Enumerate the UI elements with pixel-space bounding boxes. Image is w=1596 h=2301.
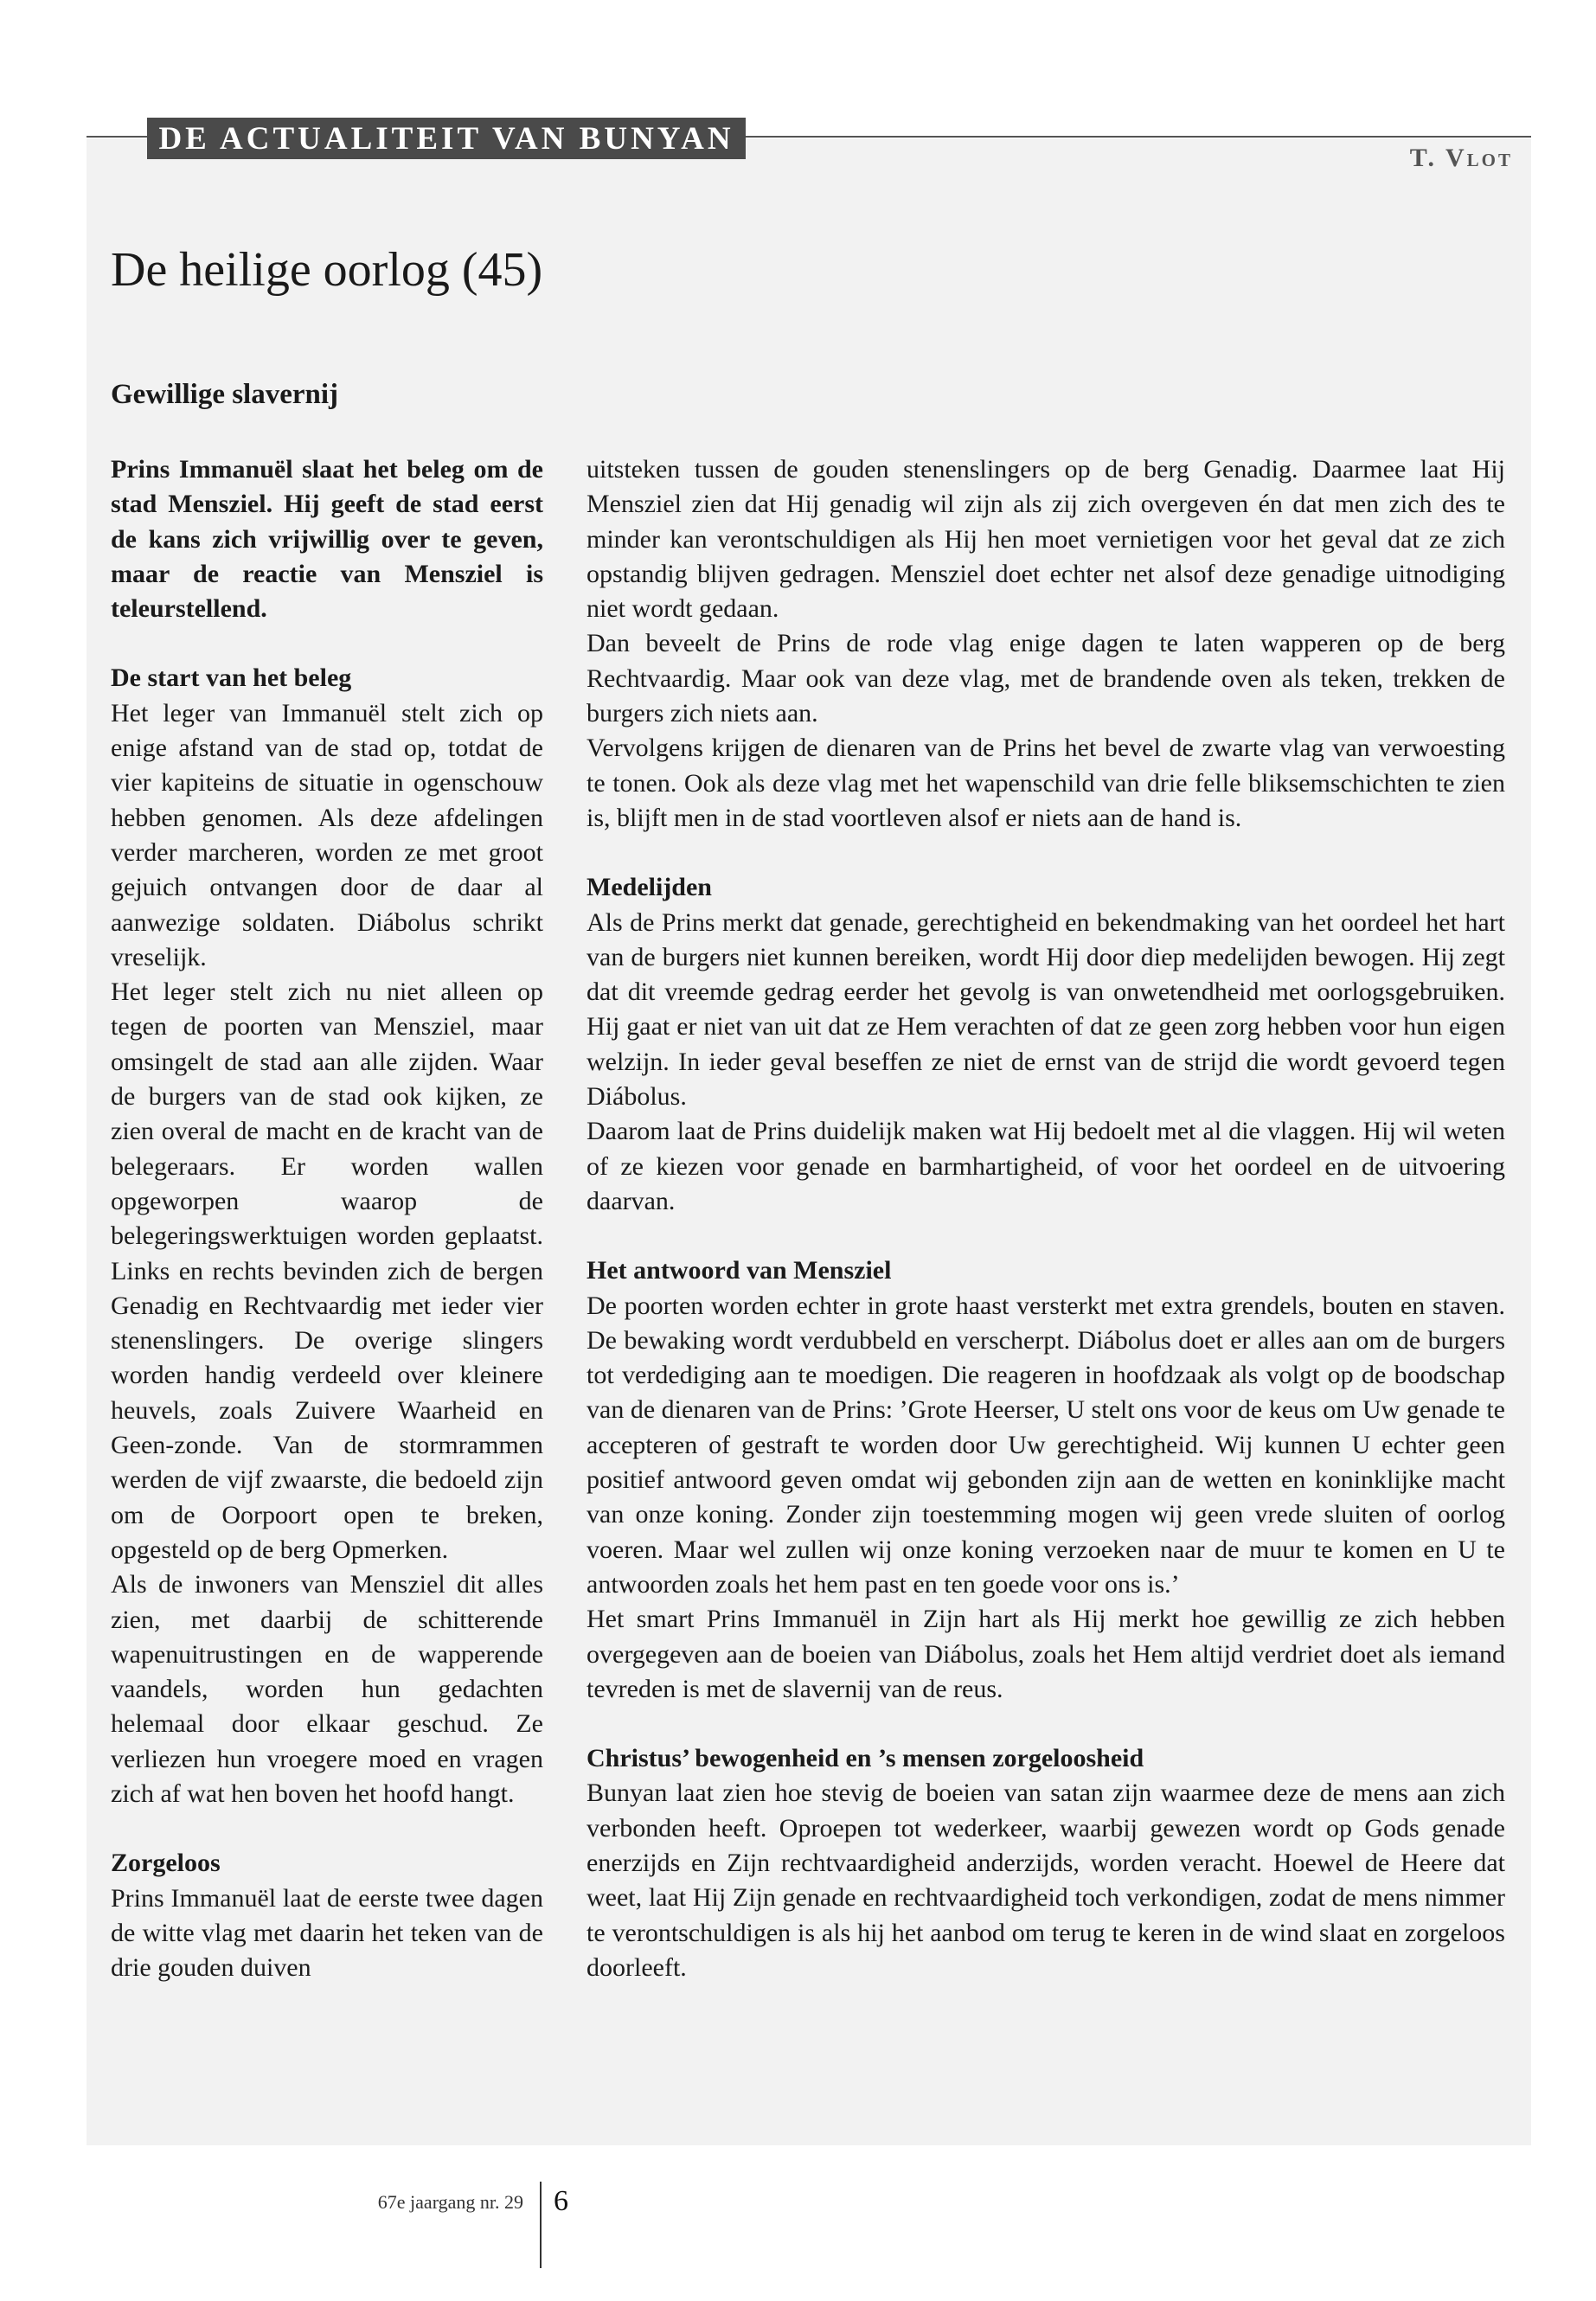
article-subtitle: Gewillige slavernij	[111, 379, 339, 410]
body-paragraph: Het leger stelt zich nu niet alleen op tegen de poorten van Mensziel, maar omsingelt de stad aan alle zijden. Waar de burgers van de stad ook kijken, ze zien overal de macht en de kracht van de belegeraars. Er worden wallen opgeworpen waarop de belegeringswerktuigen worden geplaatst. Links en rechts bevinden zich de bergen Genadig en Rechtvaardig met ieder vier stenenslingers. De overige slingers worden handig verdeeld over kleinere heuvels, zoals Zuivere Waarheid en Geen-zonde. Van de stormrammen werden de vijf zwaarste, die bedoeld zijn om de Oorpoort open te breken, opgesteld op de berg Opmerken.	[111, 977, 543, 1564]
body-paragraph: Het smart Prins Immanuël in Zijn hart als Hij merkt hoe gewillig ze zich hebben overgegeven aan de boeien van Diábolus, zoals het Hem altijd verdriet doet als iemand tevreden is met de slavernij van de reus.	[586, 1605, 1505, 1703]
page-number: 6	[554, 2185, 568, 2217]
article-lead: Prins Immanuël slaat het beleg om de stad Mensziel. Hij geeft de stad eerst de kans zich vrijwillig over te geven, maar de reactie van Mensziel is teleurstellend.	[111, 455, 543, 624]
paragraph-gap	[586, 1219, 1505, 1253]
section-heading: Christus’ bewogenheid en ’s mensen zorgeloosheid	[586, 1744, 1144, 1773]
section-heading: De start van het beleg	[111, 663, 352, 693]
body-paragraph: Als de Prins merkt dat genade, gerechtigheid en bekendmaking van het oordeel het hart van de burgers niet kunnen bereiken, wordt Hij door diep medelijden bewogen. Hij zegt dat dit vreemde gedrag eerder het gevolg is van onwetendheid met oorlogsgebruiken. Hij gaat er niet van uit dat ze Hem verachten of dat ze geen zorg hebben voor hun eigen welzijn. In ieder geval beseffen ze niet de ernst van de strijd die wordt gevoerd tegen Diábolus.	[586, 907, 1505, 1112]
paragraph-gap	[111, 1811, 543, 1846]
left-column	[111, 452, 543, 1985]
article-title: De heilige oorlog (45)	[111, 243, 543, 297]
body-paragraph: Het leger van Immanuël stelt zich op enige afstand van de stad op, totdat de vier kapiteins de situatie in ogenschouw hebben genomen. Als deze afdelingen verder marcheren, worden ze met groot gejuich ontvangen door de daar al aanwezige soldaten. Diábolus schrikt vreselijk.	[111, 698, 543, 971]
paragraph-gap	[111, 626, 543, 661]
section-heading: Zorgeloos	[111, 1849, 221, 1878]
section-heading: Het antwoord van Mensziel	[586, 1256, 892, 1285]
body-paragraph: Als de inwoners van Mensziel dit alles zien, met daarbij de schitterende wapenuitrustingen en de wapperende vaandels, worden hun gedachten helemaal door elkaar geschud. Ze verliezen hun vroegere moed en vragen zich af wat hen boven het hoofd hangt.	[111, 1570, 543, 1808]
body-paragraph: Daarom laat de Prins duidelijk maken wat Hij bedoelt met al die vlaggen. Hij wil weten of ze kiezen voor genade en barmhartigheid, of voor het oordeel en de uitvoering daarvan.	[586, 1117, 1505, 1215]
paragraph-gap	[586, 836, 1505, 870]
right-column	[586, 452, 1505, 1985]
footer-separator	[540, 2182, 542, 2268]
section-heading: Medelijden	[586, 873, 712, 902]
issue-label: 67e jaargang nr. 29	[377, 2191, 523, 2213]
body-paragraph: Vervolgens krijgen de dienaren van de Prins het bevel de zwarte vlag van verwoesting te tonen. Ook als deze vlag met het wapenschild van drie felle bliksemschichten te zien is, blijft men in de stad voortleven alsof er niets aan de hand is.	[586, 734, 1505, 832]
body-paragraph: Prins Immanuël laat de eerste twee dagen de witte vlag met daarin het teken van de drie gouden duiven	[111, 1883, 543, 1983]
body-paragraph: Bunyan laat zien hoe stevig de boeien van satan zijn waarmee deze de mens aan zich verbonden heeft. Oproepen tot wederkeer, waarbij gewezen wordt op Gods genade enerzijds en Zijn rechtvaardigheid anderzijds, worden veracht. Hoewel de Heere dat weet, laat Hij Zijn genade en rechtvaardigheid toch verkondigen, zodat de mens nimmer te verontschuldigen is als hij het aanbod om terug te keren in de wind slaat en zorgeloos doorleeft.	[586, 1779, 1505, 1982]
body-paragraph: Dan beveelt de Prins de rode vlag enige dagen te laten wapperen op de berg Rechtvaardig. Maar ook van deze vlag, met de brandende oven als teken, trekken de burgers zich niets aan.	[586, 629, 1505, 728]
body-paragraph: De poorten worden echter in grote haast versterkt met extra grendels, bouten en staven. De bewaking wordt verdubbeld en verscherpt. Diábolus doet er alles aan om de burgers tot verdediging aan te moedigen. Die reageren in hoofdzaak als volgt op de boodschap van de dienaren van de Prins: ’Grote Heerser, U stelt ons voor de keus om Uw genade te accepteren of gestraft te worden door Uw gerechtigheid. Wij kunnen U echter geen positief antwoord geven omdat wij gebonden zijn aan de wetten en koninklijke macht van onze koning. Zonder zijn toestemming mogen wij geen vrede sluiten of oorlog voeren. Maar wel zullen wij onze koning verzoeken naar de muur te komen en U te antwoorden zoals het hem past en ten goede voor ons is.’	[586, 1291, 1505, 1599]
series-label: DE ACTUALITEIT VAN BUNYAN	[147, 118, 746, 159]
author-name: T. Vlot	[1409, 144, 1513, 172]
body-paragraph: uitsteken tussen de gouden stenenslingers op de berg Genadig. Daarmee laat Hij Mensziel zien dat Hij genadig wil zijn als zij zich overgeven én dat men zich des te minder kan verontschuldigen als Hij hen moet vernietigen voor het geval dat ze zich opstandig blijven gedragen. Mensziel doet echter net alsof deze genadige uitnodiging niet wordt gedaan.	[586, 455, 1505, 624]
paragraph-gap	[586, 1707, 1505, 1741]
